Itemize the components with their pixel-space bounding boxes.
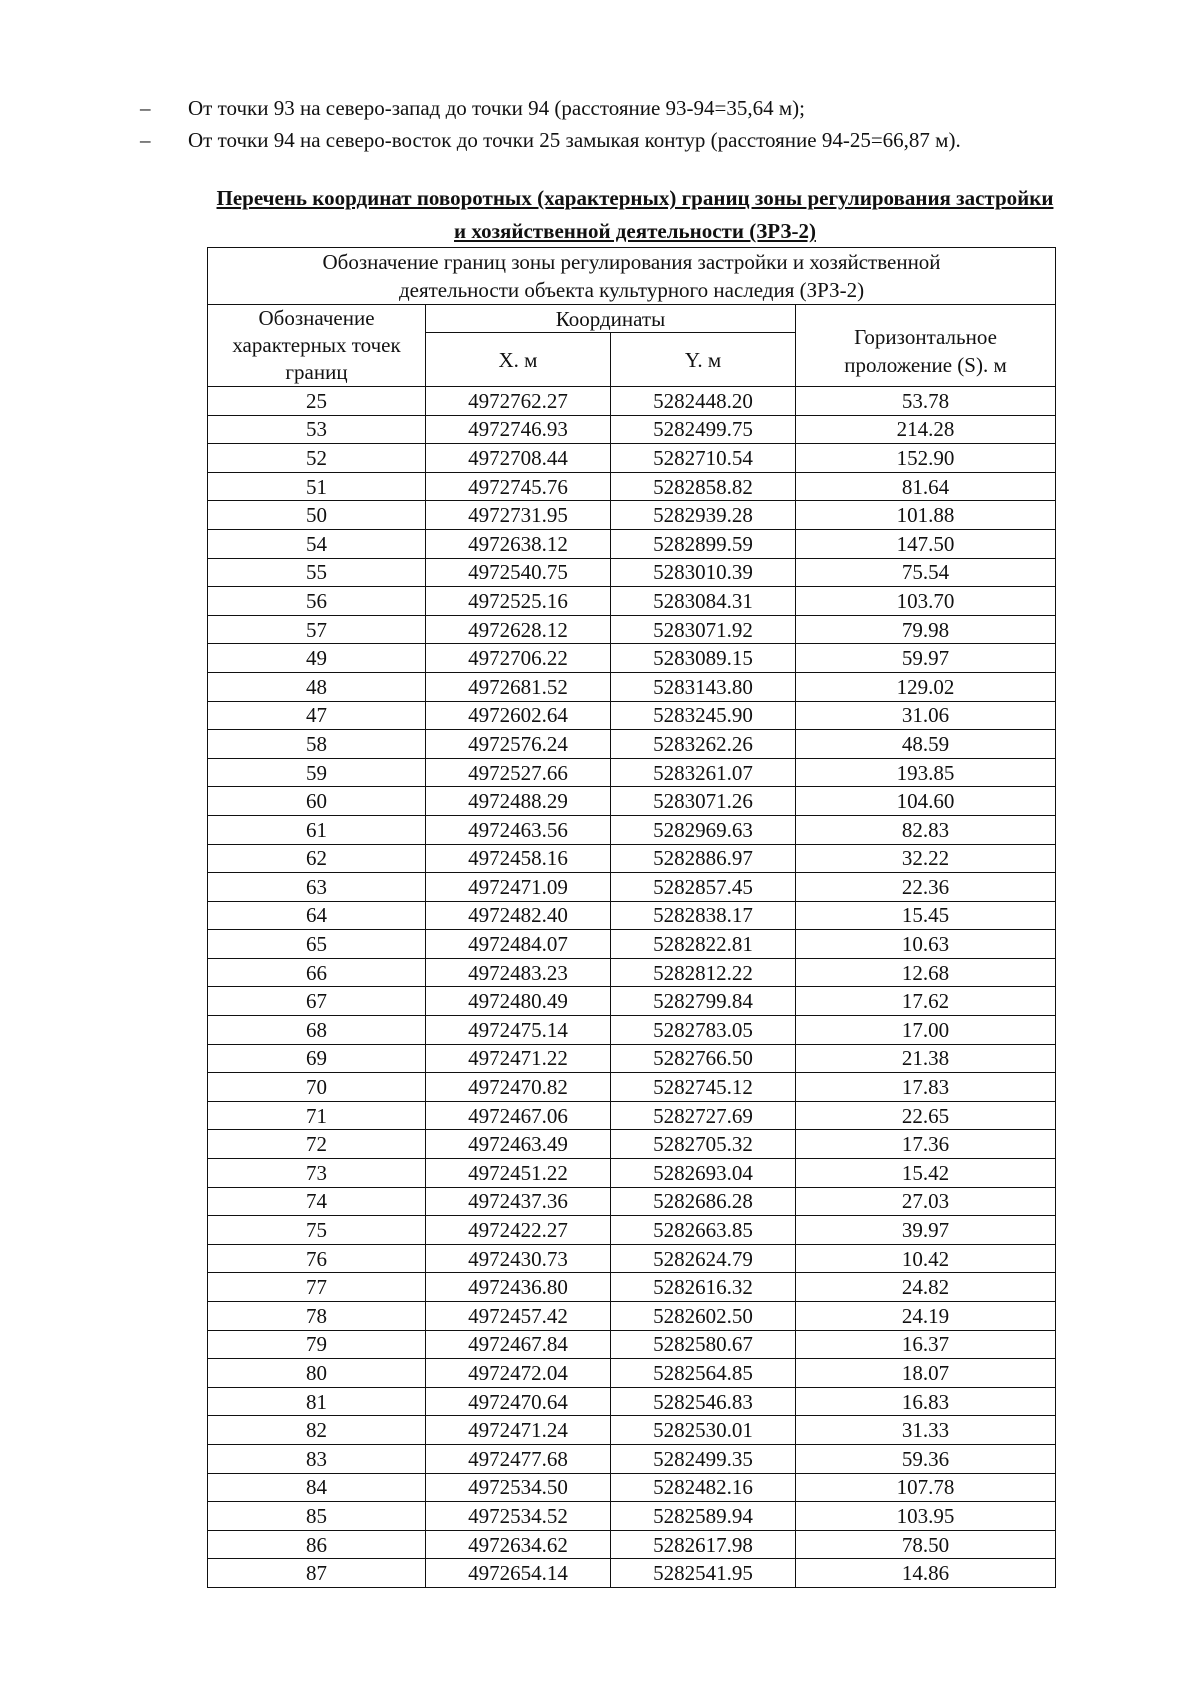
table-row bbox=[208, 1159, 1056, 1188]
y-coordinate-cell: 5282546.83 bbox=[611, 1387, 796, 1416]
point-id-cell: 71 bbox=[208, 1101, 426, 1130]
y-coordinate-cell: 5282617.98 bbox=[611, 1530, 796, 1559]
table-row bbox=[208, 1359, 1056, 1388]
point-id-cell: 62 bbox=[208, 844, 426, 873]
table-row bbox=[208, 1330, 1056, 1359]
table-row bbox=[208, 730, 1056, 759]
x-coordinate-cell: 4972484.07 bbox=[426, 930, 611, 959]
point-id-cell: 50 bbox=[208, 501, 426, 530]
distance-cell: 15.42 bbox=[796, 1159, 1056, 1188]
y-coordinate-cell: 5282448.20 bbox=[611, 387, 796, 416]
x-coordinate-cell: 4972731.95 bbox=[426, 501, 611, 530]
y-coordinate-cell: 5282857.45 bbox=[611, 873, 796, 902]
table-row bbox=[208, 1530, 1056, 1559]
x-coordinate-cell: 4972628.12 bbox=[426, 615, 611, 644]
distance-cell: 22.36 bbox=[796, 873, 1056, 902]
distance-cell: 16.37 bbox=[796, 1330, 1056, 1359]
y-coordinate-cell: 5282710.54 bbox=[611, 444, 796, 473]
table-row bbox=[208, 1559, 1056, 1588]
distance-cell: 12.68 bbox=[796, 958, 1056, 987]
distance-cell: 147.50 bbox=[796, 529, 1056, 558]
table-row bbox=[208, 1130, 1056, 1159]
y-coordinate-cell: 5282624.79 bbox=[611, 1244, 796, 1273]
x-coordinate-cell: 4972527.66 bbox=[426, 758, 611, 787]
distance-cell: 21.38 bbox=[796, 1044, 1056, 1073]
x-coordinate-cell: 4972470.64 bbox=[426, 1387, 611, 1416]
y-coordinate-cell: 5283143.80 bbox=[611, 672, 796, 701]
y-coordinate-cell: 5282541.95 bbox=[611, 1559, 796, 1588]
point-id-cell: 52 bbox=[208, 444, 426, 473]
distance-cell: 48.59 bbox=[796, 730, 1056, 759]
x-coordinate-cell: 4972488.29 bbox=[426, 787, 611, 816]
table-row bbox=[208, 873, 1056, 902]
point-id-cell: 59 bbox=[208, 758, 426, 787]
point-header-line-2: характерных точек bbox=[232, 333, 401, 357]
distance-cell: 81.64 bbox=[796, 472, 1056, 501]
y-coordinate-cell: 5283084.31 bbox=[611, 587, 796, 616]
point-id-cell: 85 bbox=[208, 1502, 426, 1531]
y-coordinate-cell: 5282858.82 bbox=[611, 472, 796, 501]
distance-cell: 22.65 bbox=[796, 1101, 1056, 1130]
coordinates-table bbox=[207, 247, 1056, 1588]
point-id-cell: 77 bbox=[208, 1273, 426, 1302]
y-coordinate-cell: 5282838.17 bbox=[611, 901, 796, 930]
point-id-cell: 53 bbox=[208, 415, 426, 444]
y-coordinate-cell: 5282589.94 bbox=[611, 1502, 796, 1531]
heading-line-2: и хозяйственной деятельности (ЗРЗ-2) bbox=[454, 219, 816, 243]
distance-cell: 193.85 bbox=[796, 758, 1056, 787]
point-id-cell: 72 bbox=[208, 1130, 426, 1159]
point-id-cell: 55 bbox=[208, 558, 426, 587]
x-coordinate-cell: 4972745.76 bbox=[426, 472, 611, 501]
point-id-cell: 51 bbox=[208, 472, 426, 501]
x-coordinate-cell: 4972451.22 bbox=[426, 1159, 611, 1188]
y-coordinate-cell: 5282783.05 bbox=[611, 1016, 796, 1045]
y-coordinate-cell: 5283261.07 bbox=[611, 758, 796, 787]
x-coordinate-cell: 4972436.80 bbox=[426, 1273, 611, 1302]
table-row bbox=[208, 558, 1056, 587]
x-coordinate-cell: 4972483.23 bbox=[426, 958, 611, 987]
header-row-1 bbox=[208, 305, 1056, 333]
y-coordinate-cell: 5282580.67 bbox=[611, 1330, 796, 1359]
x-coordinate-cell: 4972477.68 bbox=[426, 1444, 611, 1473]
table-row bbox=[208, 472, 1056, 501]
table-row bbox=[208, 1473, 1056, 1502]
table-row bbox=[208, 958, 1056, 987]
table-row bbox=[208, 1444, 1056, 1473]
distance-cell: 31.33 bbox=[796, 1416, 1056, 1445]
point-id-cell: 87 bbox=[208, 1559, 426, 1588]
point-id-cell: 79 bbox=[208, 1330, 426, 1359]
table-row bbox=[208, 987, 1056, 1016]
distance-cell: 39.97 bbox=[796, 1216, 1056, 1245]
distance-cell: 129.02 bbox=[796, 672, 1056, 701]
x-coordinate-cell: 4972458.16 bbox=[426, 844, 611, 873]
y-coordinate-cell: 5283071.26 bbox=[611, 787, 796, 816]
point-id-cell: 84 bbox=[208, 1473, 426, 1502]
distance-cell: 103.95 bbox=[796, 1502, 1056, 1531]
table-row bbox=[208, 615, 1056, 644]
x-column-header: X. м bbox=[426, 333, 611, 387]
table-row bbox=[208, 1044, 1056, 1073]
y-column-header: Y. м bbox=[611, 333, 796, 387]
point-id-cell: 48 bbox=[208, 672, 426, 701]
point-id-cell: 61 bbox=[208, 815, 426, 844]
y-coordinate-cell: 5282899.59 bbox=[611, 529, 796, 558]
y-coordinate-cell: 5282564.85 bbox=[611, 1359, 796, 1388]
distance-cell: 24.19 bbox=[796, 1302, 1056, 1331]
x-coordinate-cell: 4972475.14 bbox=[426, 1016, 611, 1045]
y-coordinate-cell: 5282663.85 bbox=[611, 1216, 796, 1245]
point-id-cell: 58 bbox=[208, 730, 426, 759]
point-header-line-1: Обозначение bbox=[258, 306, 375, 330]
distance-cell: 82.83 bbox=[796, 815, 1056, 844]
point-id-cell: 69 bbox=[208, 1044, 426, 1073]
distance-cell: 31.06 bbox=[796, 701, 1056, 730]
distance-cell: 16.83 bbox=[796, 1387, 1056, 1416]
table-row bbox=[208, 587, 1056, 616]
distance-cell: 152.90 bbox=[796, 444, 1056, 473]
table-row bbox=[208, 1216, 1056, 1245]
table-row bbox=[208, 415, 1056, 444]
point-id-cell: 82 bbox=[208, 1416, 426, 1445]
x-coordinate-cell: 4972467.84 bbox=[426, 1330, 611, 1359]
x-coordinate-cell: 4972457.42 bbox=[426, 1302, 611, 1331]
table-row bbox=[208, 529, 1056, 558]
table-row bbox=[208, 1302, 1056, 1331]
x-coordinate-cell: 4972576.24 bbox=[426, 730, 611, 759]
y-coordinate-cell: 5282727.69 bbox=[611, 1101, 796, 1130]
distance-cell: 14.86 bbox=[796, 1559, 1056, 1588]
point-id-cell: 63 bbox=[208, 873, 426, 902]
table-caption-row bbox=[208, 248, 1056, 305]
point-id-cell: 47 bbox=[208, 701, 426, 730]
distance-cell: 32.22 bbox=[796, 844, 1056, 873]
point-id-cell: 81 bbox=[208, 1387, 426, 1416]
x-coordinate-cell: 4972540.75 bbox=[426, 558, 611, 587]
distance-cell: 10.42 bbox=[796, 1244, 1056, 1273]
heading-line-1: Перечень координат поворотных (характерных) границ зоны регулирования застройки bbox=[216, 186, 1054, 210]
distance-cell: 214.28 bbox=[796, 415, 1056, 444]
distance-header-line-1: Горизонтальное bbox=[854, 324, 997, 349]
y-coordinate-cell: 5282822.81 bbox=[611, 930, 796, 959]
distance-column-header bbox=[796, 305, 1056, 387]
distance-cell: 59.97 bbox=[796, 644, 1056, 673]
point-id-cell: 67 bbox=[208, 987, 426, 1016]
table-row bbox=[208, 701, 1056, 730]
y-coordinate-cell: 5283089.15 bbox=[611, 644, 796, 673]
y-coordinate-cell: 5282482.16 bbox=[611, 1473, 796, 1502]
table-row bbox=[208, 1016, 1056, 1045]
distance-cell: 53.78 bbox=[796, 387, 1056, 416]
distance-cell: 15.45 bbox=[796, 901, 1056, 930]
distance-cell: 103.70 bbox=[796, 587, 1056, 616]
point-id-cell: 56 bbox=[208, 587, 426, 616]
y-coordinate-cell: 5282886.97 bbox=[611, 844, 796, 873]
bullet-item bbox=[140, 124, 1140, 156]
point-id-cell: 60 bbox=[208, 787, 426, 816]
x-coordinate-cell: 4972422.27 bbox=[426, 1216, 611, 1245]
table-row bbox=[208, 501, 1056, 530]
x-coordinate-cell: 4972480.49 bbox=[426, 987, 611, 1016]
table-body bbox=[208, 387, 1056, 1588]
point-id-cell: 76 bbox=[208, 1244, 426, 1273]
table-row bbox=[208, 787, 1056, 816]
boundary-description-list bbox=[140, 92, 1140, 156]
point-id-cell: 54 bbox=[208, 529, 426, 558]
point-id-cell: 75 bbox=[208, 1216, 426, 1245]
y-coordinate-cell: 5283245.90 bbox=[611, 701, 796, 730]
x-coordinate-cell: 4972746.93 bbox=[426, 415, 611, 444]
dash-marker: – bbox=[140, 96, 151, 120]
caption-line-2: деятельности объекта культурного наследия (ЗРЗ-2) bbox=[398, 278, 865, 302]
point-id-cell: 65 bbox=[208, 930, 426, 959]
y-coordinate-cell: 5282530.01 bbox=[611, 1416, 796, 1445]
distance-cell: 78.50 bbox=[796, 1530, 1056, 1559]
point-id-cell: 74 bbox=[208, 1187, 426, 1216]
y-coordinate-cell: 5282705.32 bbox=[611, 1130, 796, 1159]
table-row bbox=[208, 644, 1056, 673]
distance-header-line-2: проложение (S). м bbox=[844, 352, 1007, 377]
distance-cell: 17.36 bbox=[796, 1130, 1056, 1159]
distance-cell: 75.54 bbox=[796, 558, 1056, 587]
table-row bbox=[208, 930, 1056, 959]
x-coordinate-cell: 4972482.40 bbox=[426, 901, 611, 930]
dash-marker: – bbox=[140, 128, 151, 152]
distance-cell: 17.62 bbox=[796, 987, 1056, 1016]
point-id-cell: 68 bbox=[208, 1016, 426, 1045]
x-coordinate-cell: 4972463.56 bbox=[426, 815, 611, 844]
point-id-cell: 73 bbox=[208, 1159, 426, 1188]
table-row bbox=[208, 387, 1056, 416]
bullet-text: От точки 94 на северо-восток до точки 25 замыкая контур (расстояние 94-25=66,87 м). bbox=[188, 128, 961, 152]
x-coordinate-cell: 4972602.64 bbox=[426, 701, 611, 730]
x-coordinate-cell: 4972471.22 bbox=[426, 1044, 611, 1073]
distance-cell: 107.78 bbox=[796, 1473, 1056, 1502]
point-id-cell: 78 bbox=[208, 1302, 426, 1331]
y-coordinate-cell: 5282799.84 bbox=[611, 987, 796, 1016]
x-coordinate-cell: 4972706.22 bbox=[426, 644, 611, 673]
point-column-header bbox=[208, 305, 426, 387]
point-id-cell: 64 bbox=[208, 901, 426, 930]
distance-cell: 101.88 bbox=[796, 501, 1056, 530]
distance-cell: 24.82 bbox=[796, 1273, 1056, 1302]
y-coordinate-cell: 5282969.63 bbox=[611, 815, 796, 844]
x-coordinate-cell: 4972430.73 bbox=[426, 1244, 611, 1273]
coordinates-header: Координаты bbox=[426, 305, 796, 333]
point-id-cell: 25 bbox=[208, 387, 426, 416]
point-id-cell: 57 bbox=[208, 615, 426, 644]
point-id-cell: 70 bbox=[208, 1073, 426, 1102]
y-coordinate-cell: 5282745.12 bbox=[611, 1073, 796, 1102]
distance-cell: 17.00 bbox=[796, 1016, 1056, 1045]
x-coordinate-cell: 4972467.06 bbox=[426, 1101, 611, 1130]
x-coordinate-cell: 4972708.44 bbox=[426, 444, 611, 473]
y-coordinate-cell: 5282812.22 bbox=[611, 958, 796, 987]
y-coordinate-cell: 5282499.75 bbox=[611, 415, 796, 444]
table-row bbox=[208, 672, 1056, 701]
table-row bbox=[208, 1073, 1056, 1102]
table-row bbox=[208, 815, 1056, 844]
y-coordinate-cell: 5282616.32 bbox=[611, 1273, 796, 1302]
table-caption bbox=[208, 248, 1056, 305]
table-row bbox=[208, 844, 1056, 873]
point-id-cell: 83 bbox=[208, 1444, 426, 1473]
table-row bbox=[208, 1416, 1056, 1445]
x-coordinate-cell: 4972471.09 bbox=[426, 873, 611, 902]
x-coordinate-cell: 4972654.14 bbox=[426, 1559, 611, 1588]
y-coordinate-cell: 5282602.50 bbox=[611, 1302, 796, 1331]
table-row bbox=[208, 1101, 1056, 1130]
x-coordinate-cell: 4972534.52 bbox=[426, 1502, 611, 1531]
table-row bbox=[208, 758, 1056, 787]
bullet-item bbox=[140, 92, 1140, 124]
x-coordinate-cell: 4972470.82 bbox=[426, 1073, 611, 1102]
distance-cell: 27.03 bbox=[796, 1187, 1056, 1216]
distance-cell: 10.63 bbox=[796, 930, 1056, 959]
caption-line-1: Обозначение границ зоны регулирования застройки и хозяйственной bbox=[322, 250, 941, 274]
x-coordinate-cell: 4972437.36 bbox=[426, 1187, 611, 1216]
y-coordinate-cell: 5282686.28 bbox=[611, 1187, 796, 1216]
table-row bbox=[208, 1387, 1056, 1416]
x-coordinate-cell: 4972681.52 bbox=[426, 672, 611, 701]
distance-cell: 59.36 bbox=[796, 1444, 1056, 1473]
y-coordinate-cell: 5283010.39 bbox=[611, 558, 796, 587]
x-coordinate-cell: 4972472.04 bbox=[426, 1359, 611, 1388]
bullet-text: От точки 93 на северо-запад до точки 94 (расстояние 93-94=35,64 м); bbox=[188, 96, 806, 120]
y-coordinate-cell: 5282499.35 bbox=[611, 1444, 796, 1473]
distance-cell: 17.83 bbox=[796, 1073, 1056, 1102]
x-coordinate-cell: 4972534.50 bbox=[426, 1473, 611, 1502]
x-coordinate-cell: 4972463.49 bbox=[426, 1130, 611, 1159]
point-id-cell: 66 bbox=[208, 958, 426, 987]
distance-cell: 79.98 bbox=[796, 615, 1056, 644]
table-row bbox=[208, 1244, 1056, 1273]
distance-cell: 104.60 bbox=[796, 787, 1056, 816]
table-row bbox=[208, 1187, 1056, 1216]
y-coordinate-cell: 5283262.26 bbox=[611, 730, 796, 759]
x-coordinate-cell: 4972638.12 bbox=[426, 529, 611, 558]
point-id-cell: 49 bbox=[208, 644, 426, 673]
point-header-line-3: границ bbox=[285, 360, 348, 384]
y-coordinate-cell: 5282766.50 bbox=[611, 1044, 796, 1073]
table-row bbox=[208, 901, 1056, 930]
table-row bbox=[208, 1273, 1056, 1302]
x-coordinate-cell: 4972471.24 bbox=[426, 1416, 611, 1445]
y-coordinate-cell: 5282939.28 bbox=[611, 501, 796, 530]
point-id-cell: 80 bbox=[208, 1359, 426, 1388]
x-coordinate-cell: 4972762.27 bbox=[426, 387, 611, 416]
table-row bbox=[208, 1502, 1056, 1531]
x-coordinate-cell: 4972634.62 bbox=[426, 1530, 611, 1559]
y-coordinate-cell: 5282693.04 bbox=[611, 1159, 796, 1188]
section-heading bbox=[140, 182, 1130, 248]
point-id-cell: 86 bbox=[208, 1530, 426, 1559]
x-coordinate-cell: 4972525.16 bbox=[426, 587, 611, 616]
table-row bbox=[208, 444, 1056, 473]
distance-cell: 18.07 bbox=[796, 1359, 1056, 1388]
y-coordinate-cell: 5283071.92 bbox=[611, 615, 796, 644]
